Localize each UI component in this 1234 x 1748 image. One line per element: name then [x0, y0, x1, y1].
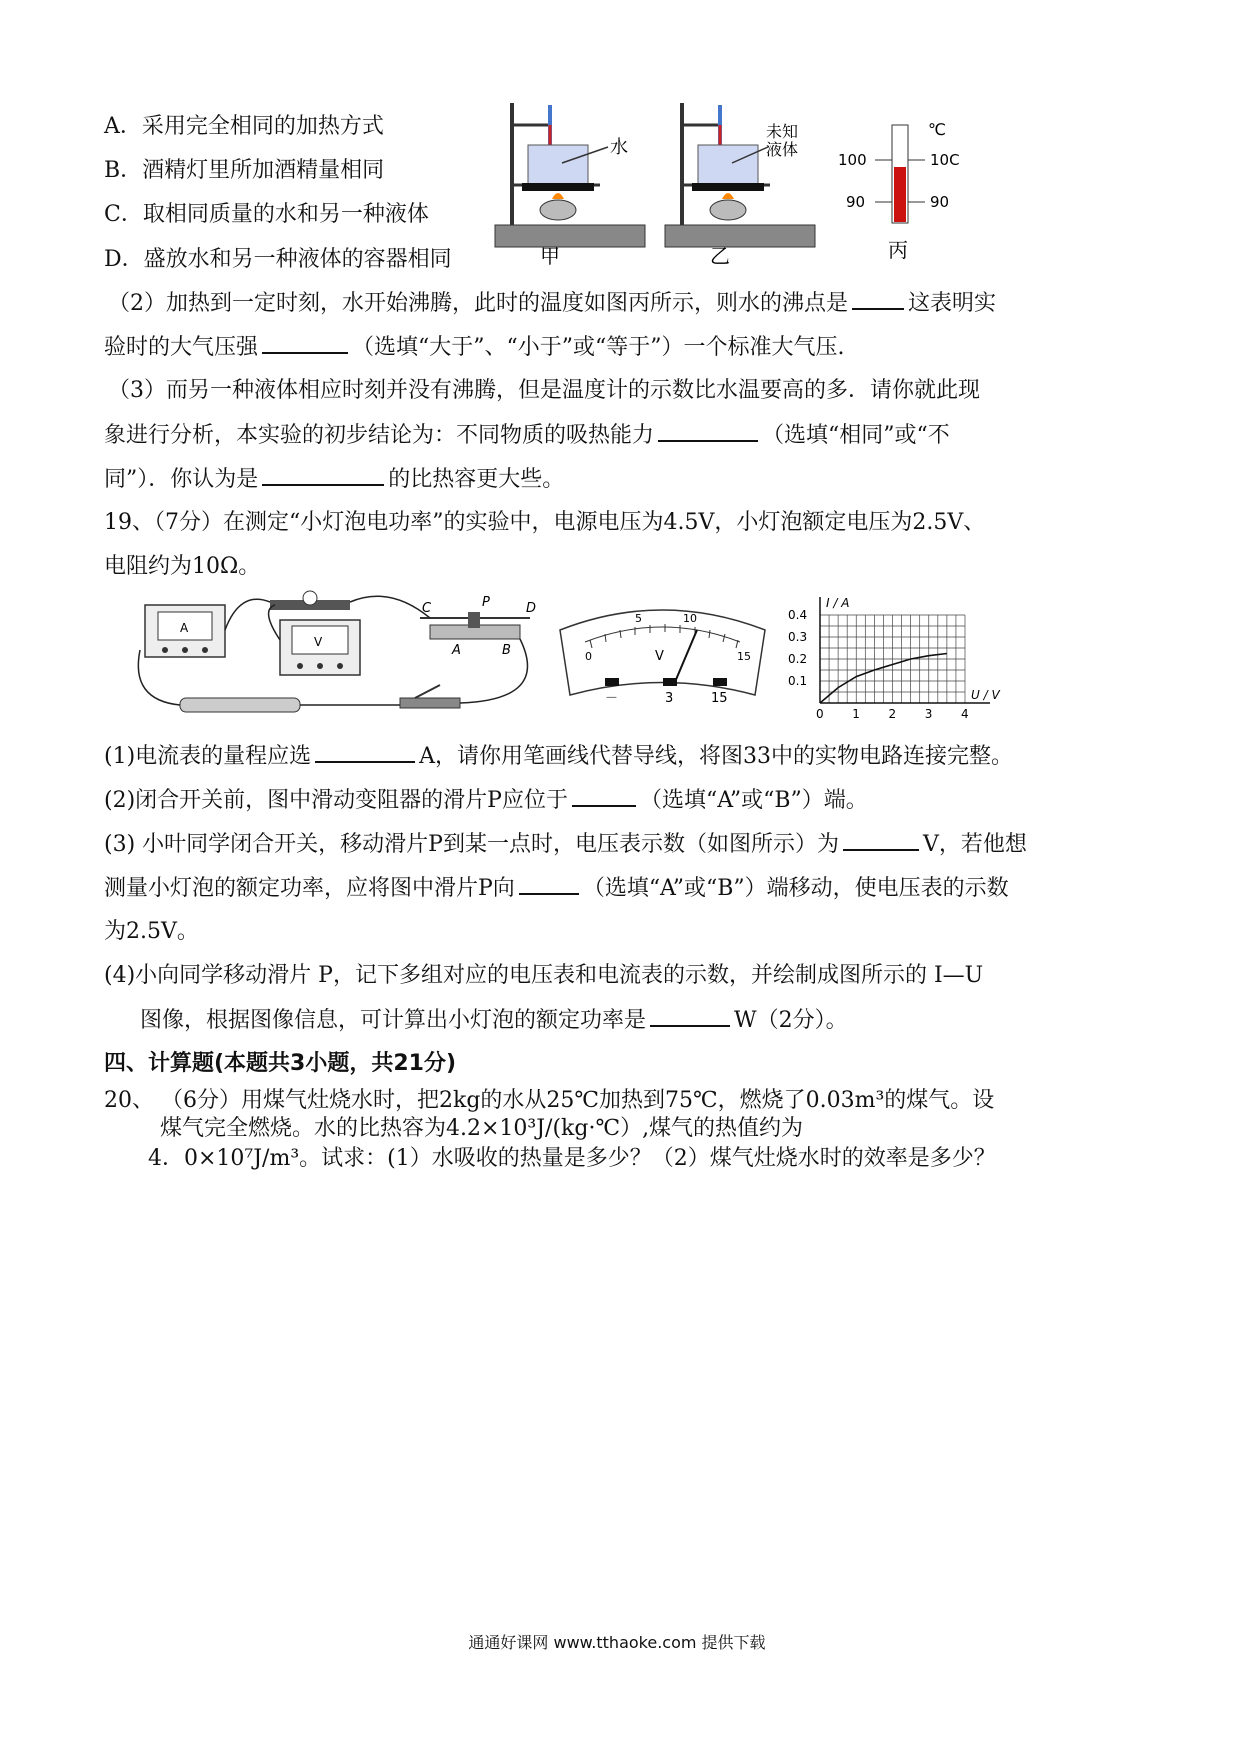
q18-part2-line2 — [104, 332, 845, 363]
q18-p3-text-c: （选填“相同”或“不 — [762, 423, 950, 448]
x-tick-label: 1 — [852, 707, 860, 720]
svg-text:V: V — [314, 635, 323, 649]
label-jia: 甲 — [540, 244, 560, 268]
voltmeter — [280, 620, 360, 675]
q19-s1-text-a: (1)电流表的量程应选 — [104, 744, 312, 769]
q18-part2-line1 — [108, 288, 996, 319]
option-d: D．盛放水和另一种液体的容器相同 — [104, 247, 452, 272]
rheostat — [420, 595, 536, 658]
voltmeter-dial — [555, 600, 770, 710]
y-tick-label: 0.2 — [788, 652, 808, 666]
label-bing: 丙 — [888, 238, 908, 262]
q19-s4-line2 — [140, 1005, 848, 1036]
q19-s4-line1: (4)小向同学移动滑片 P，记下多组对应的电压表和电流表的示数，并绘制成图所示的 I—U — [104, 963, 984, 988]
svg-text:A: A — [180, 621, 189, 635]
answer-blank-rated-power[interactable] — [650, 1005, 730, 1027]
heating-experiment-figure — [490, 95, 1010, 270]
y-tick-label: 0.4 — [788, 608, 808, 622]
ammeter — [145, 605, 225, 657]
dial-unit-v: V — [655, 649, 664, 664]
thermo-100-left: 100 — [838, 151, 867, 169]
q18-part3-line1: （3）而另一种液体相应时刻并没有沸腾，但是温度计的示数比水温要高的多．请你就此现 — [108, 378, 981, 403]
q19-s3-text-a: (3) 小叶同学闭合开关，移动滑片P到某一点时，电压表示数（如图所示）为 — [104, 832, 839, 857]
q20-line2: 煤气完全燃烧。水的比热容为4.2×10³J/(kg·℃）,煤气的热值约为 — [160, 1116, 804, 1141]
q19-s1-text-b: A，请你用笔画线代替导线，将图33中的实物电路连接完整。 — [419, 744, 1014, 769]
thermo-90-right: 90 — [930, 193, 950, 211]
battery — [180, 698, 300, 712]
x-axis-label: U / V — [971, 688, 1000, 702]
apparatus-jia — [495, 103, 645, 268]
answer-blank-voltage[interactable] — [843, 829, 919, 851]
x-tick-label: 0 — [816, 707, 824, 720]
label-unknown-1: 未知 — [766, 122, 799, 141]
q18-p2-text-d: （选填“大于”、“小于”或“等于”）一个标准大气压. — [352, 335, 845, 360]
q18-part3-line3 — [104, 464, 564, 495]
y-tick-label: 0.3 — [788, 630, 808, 644]
option-b: B．酒精灯里所加酒精量相同 — [104, 158, 385, 183]
q19-s3-text-d: （选填“A”或“B”）端移动，使电压表的示数 — [582, 876, 1009, 901]
q19-intro-line2: 电阻约为10Ω。 — [104, 554, 261, 579]
q18-p3-text-e: 的比热容更大些。 — [388, 467, 565, 492]
x-tick-label: 2 — [888, 707, 897, 720]
answer-blank-slider-direction[interactable] — [519, 873, 579, 895]
rheostat-label-p: P — [482, 595, 490, 610]
thermo-100-right: 10C — [930, 151, 960, 169]
q18-p2-text-c: 验时的大气压强 — [104, 335, 259, 360]
thermo-unit: ℃ — [928, 120, 946, 139]
answer-blank-specific-heat[interactable] — [262, 464, 384, 486]
q19-s3-text-c: 测量小灯泡的额定功率，应将图中滑片P向 — [104, 876, 515, 901]
answer-blank-boiling-point[interactable] — [852, 288, 904, 310]
y-tick-label: 0.1 — [788, 674, 808, 688]
rheostat-label-b: B — [502, 643, 511, 658]
dial-scale-0: 0 — [585, 650, 592, 663]
option-a: A．采用完全相同的加热方式 — [104, 114, 384, 139]
page-footer: 通通好课网 www.tthaoke.com 提供下载 — [468, 1633, 766, 1652]
label-yi: 乙 — [710, 244, 730, 268]
q19-s2-text-a: (2)闭合开关前，图中滑动变阻器的滑片P应位于 — [104, 788, 568, 813]
switch — [400, 698, 460, 708]
q19-s3-line2 — [104, 873, 1009, 904]
q19-s4-text-c: W（2分）。 — [734, 1008, 848, 1033]
option-c: C．取相同质量的水和另一种液体 — [104, 202, 429, 227]
q18-p2-text-a: （2）加热到一定时刻，水开始沸腾，此时的温度如图丙所示，则水的沸点是 — [108, 291, 848, 316]
iu-chart — [780, 595, 1030, 720]
answer-blank-ammeter-range[interactable] — [315, 741, 415, 763]
q18-part3-line2 — [104, 420, 950, 451]
q18-p3-text-d: 同”）．你认为是 — [104, 467, 259, 492]
q19-s2 — [104, 785, 868, 816]
q19-s3-text-b: V，若他想 — [922, 832, 1027, 857]
section4-title: 四、计算题(本题共3小题，共21分) — [104, 1051, 457, 1076]
q20-line3: 4．0×10⁷J/m³。试求：(1）水吸收的热量是多少？（2）煤气灶烧水时的效率是多少？ — [148, 1146, 996, 1171]
q19-s3-line1 — [104, 829, 1027, 860]
answer-blank-pressure[interactable] — [262, 332, 348, 354]
q19-s1 — [104, 741, 1013, 772]
dial-scale-5: 5 — [635, 612, 642, 625]
thermo-90-left: 90 — [846, 193, 866, 211]
dial-scale-15: 15 — [737, 650, 751, 663]
q19-s3-line3: 为2.5V。 — [104, 919, 199, 944]
q18-p3-text-b: 象进行分析，本实验的初步结论为：不同物质的吸热能力 — [104, 423, 655, 448]
rheostat-label-c: C — [422, 601, 432, 616]
q19-s4-text-b: 图像，根据图像信息，可计算出小灯泡的额定功率是 — [140, 1008, 647, 1033]
dial-scale-10: 10 — [683, 612, 697, 625]
q19-intro-line1: 19、（7分）在测定“小灯泡电功率”的实验中，电源电压为4.5V，小灯泡额定电压为2.5V、 — [104, 510, 986, 535]
answer-blank-heat-ability[interactable] — [658, 420, 758, 442]
x-tick-label: 4 — [961, 707, 969, 720]
y-axis-label: I / A — [826, 596, 850, 610]
q20-line1: 20、 （6分）用煤气灶烧水时，把2kg的水从25℃加热到75℃，燃烧了0.03m³的煤气。设 — [104, 1088, 995, 1113]
apparatus-yi — [665, 103, 815, 268]
label-unknown-2: 液体 — [766, 140, 799, 159]
rheostat-label-a: A — [452, 643, 461, 658]
label-water: 水 — [610, 137, 628, 158]
rheostat-label-d: D — [526, 601, 537, 616]
x-tick-label: 3 — [924, 707, 933, 720]
terminal-3: 3 — [665, 691, 674, 706]
terminal-minus: － — [605, 691, 619, 706]
q18-p2-text-b: 这表明实 — [908, 291, 997, 316]
answer-blank-slider-end[interactable] — [572, 785, 636, 807]
thermometer-bing — [838, 120, 960, 262]
q19-s2-text-b: （选填“A”或“B”）端。 — [639, 788, 868, 813]
terminal-15: 15 — [711, 691, 728, 706]
circuit-figure — [130, 590, 550, 720]
